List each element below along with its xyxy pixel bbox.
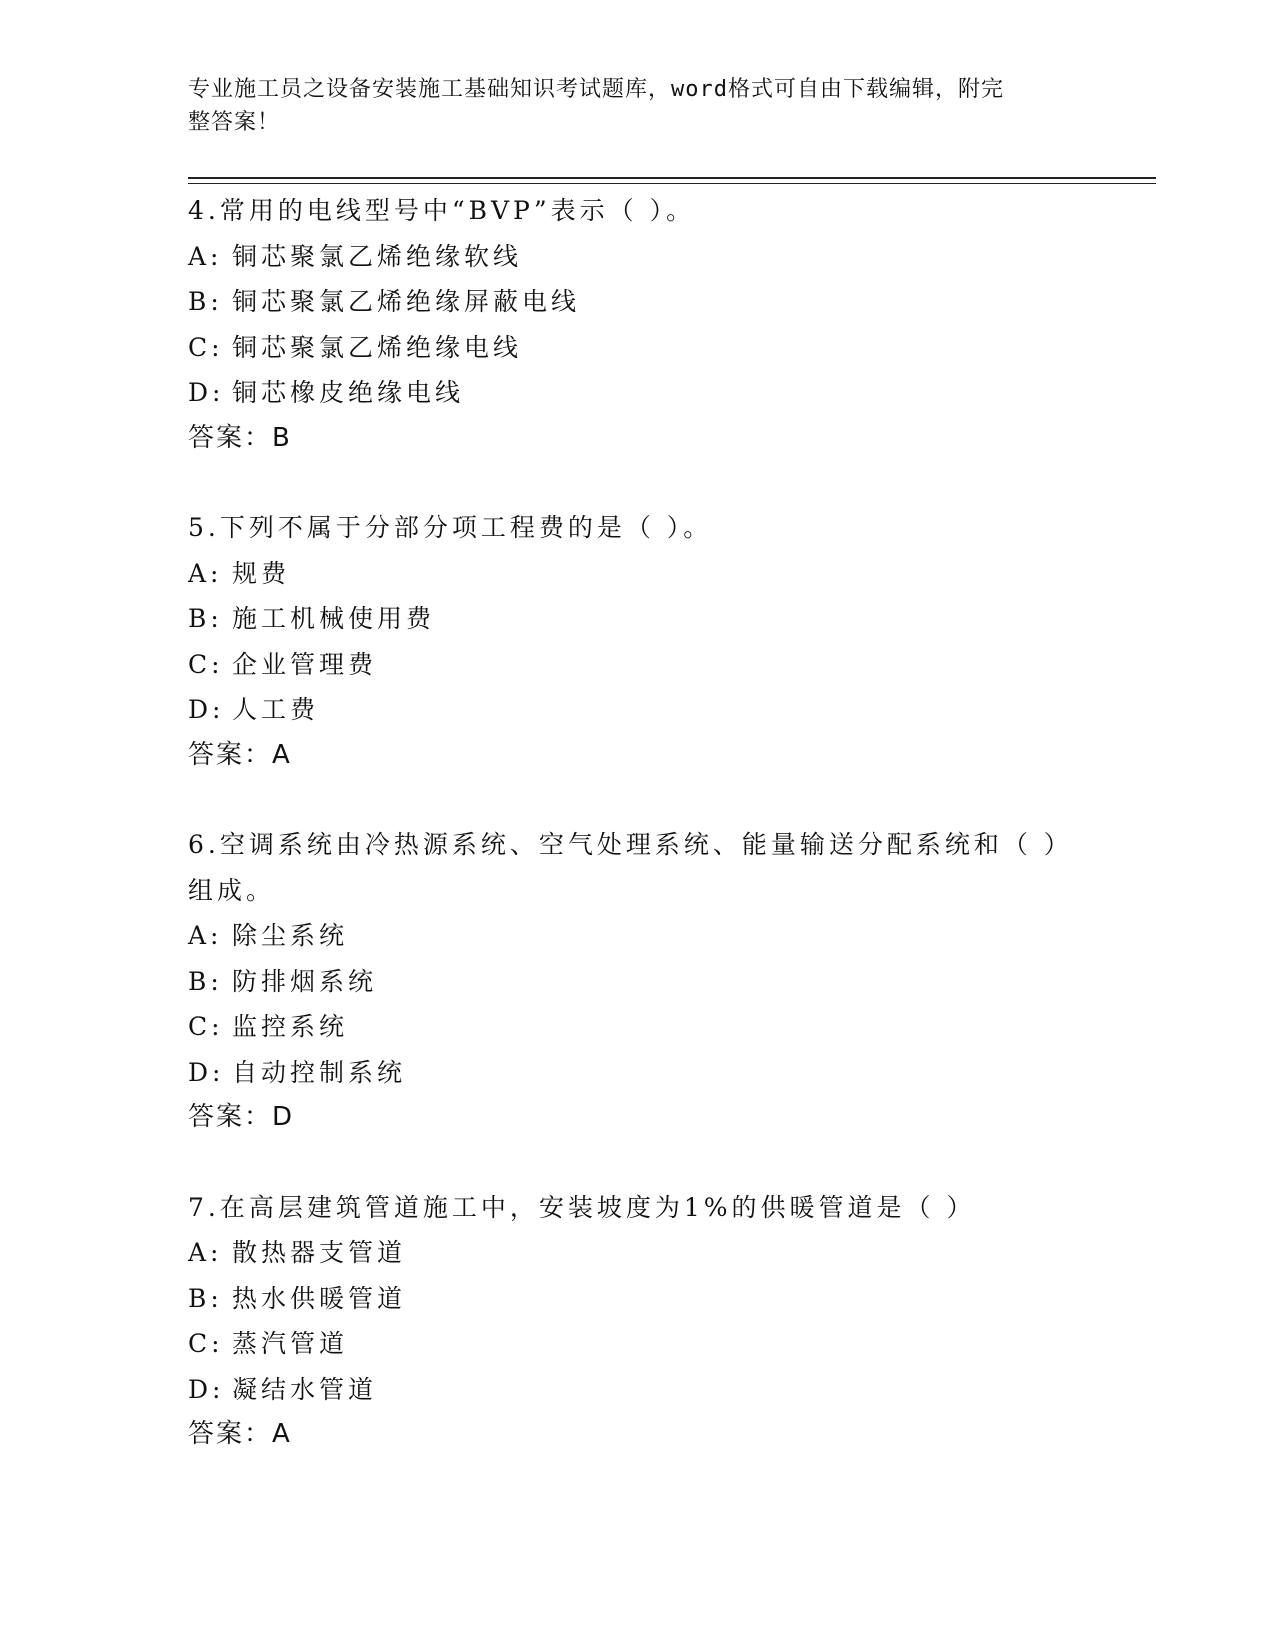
- answer-line: 答案：B: [188, 422, 292, 453]
- question-6: [188, 822, 1088, 1141]
- option-text: 自动控制系统: [232, 1057, 407, 1087]
- answer-line: 答案：A: [188, 739, 292, 770]
- question-stem: 4.常用的电线型号中“BVP”表示（ ）。: [188, 196, 696, 225]
- option-letter: A:: [188, 921, 223, 950]
- option-text: 铜芯聚氯乙烯绝缘屏蔽电线: [232, 287, 581, 316]
- option-text: 铜芯聚氯乙烯绝缘软线: [232, 241, 523, 271]
- option-text: 蒸汽管道: [232, 1329, 349, 1358]
- option-d: [188, 687, 1088, 733]
- question-4: [188, 188, 1088, 461]
- intro-line-1: 专业施工员之设备安装施工基础知识考试题库，word格式可自由下载编辑，附完: [188, 77, 1004, 102]
- option-text: 防排烟系统: [232, 966, 378, 996]
- option-letter: B:: [188, 604, 223, 633]
- option-a: [188, 234, 1088, 280]
- document-intro: [188, 73, 1068, 139]
- option-letter: D:: [188, 1057, 225, 1087]
- option-d: [188, 1367, 1088, 1413]
- question-stem: 7.在高层建筑管道施工中，安装坡度为1%的供暖管道是（ ）: [188, 1192, 976, 1222]
- answer-line: 答案：D: [188, 1102, 295, 1132]
- option-text: 铜芯橡皮绝缘电线: [232, 378, 465, 407]
- option-letter: B:: [188, 1283, 223, 1313]
- option-d: [188, 370, 1088, 416]
- option-text: 除尘系统: [232, 921, 349, 950]
- option-letter: B:: [188, 966, 223, 996]
- option-a: [188, 913, 1088, 959]
- option-text: 人工费: [232, 695, 320, 724]
- option-letter: D:: [188, 378, 225, 407]
- option-text: 热水供暖管道: [232, 1283, 407, 1313]
- option-text: 企业管理费: [232, 649, 378, 679]
- option-b: [188, 279, 1088, 325]
- question-stem: 6.空调系统由冷热源系统、空气处理系统、能量输送分配系统和（ ）组成。: [188, 830, 1073, 905]
- header-divider-thin: [188, 183, 1156, 184]
- option-text: 施工机械使用费: [232, 604, 436, 633]
- option-letter: A:: [188, 1238, 223, 1267]
- option-a: [188, 1230, 1088, 1276]
- option-text: 监控系统: [232, 1012, 349, 1041]
- option-c: [188, 1321, 1088, 1367]
- question-list: [188, 188, 1088, 1502]
- option-text: 散热器支管道: [232, 1238, 407, 1267]
- option-letter: D:: [188, 695, 225, 724]
- option-text: 规费: [232, 558, 291, 588]
- option-b: [188, 959, 1088, 1005]
- intro-line-2: 整答案！: [188, 110, 281, 135]
- option-text: 铜芯聚氯乙烯绝缘电线: [232, 332, 523, 362]
- header-divider-thick: [188, 177, 1156, 179]
- option-c: [188, 325, 1088, 371]
- option-b: [188, 596, 1088, 642]
- option-letter: C:: [188, 649, 224, 679]
- question-5: [188, 505, 1088, 778]
- option-text: 凝结水管道: [232, 1374, 378, 1404]
- option-letter: B:: [188, 287, 223, 316]
- option-c: [188, 642, 1088, 688]
- option-letter: C:: [188, 332, 224, 362]
- option-d: [188, 1050, 1088, 1096]
- option-c: [188, 1004, 1088, 1050]
- question-7: [188, 1185, 1088, 1458]
- option-letter: C:: [188, 1329, 224, 1358]
- question-stem: 5.下列不属于分部分项工程费的是（ ）。: [188, 513, 713, 542]
- option-letter: C:: [188, 1012, 224, 1041]
- option-letter: A:: [188, 558, 223, 588]
- option-b: [188, 1276, 1088, 1322]
- option-a: [188, 551, 1088, 597]
- answer-line: 答案：A: [188, 1419, 292, 1449]
- option-letter: D:: [188, 1374, 225, 1404]
- option-letter: A:: [188, 241, 223, 271]
